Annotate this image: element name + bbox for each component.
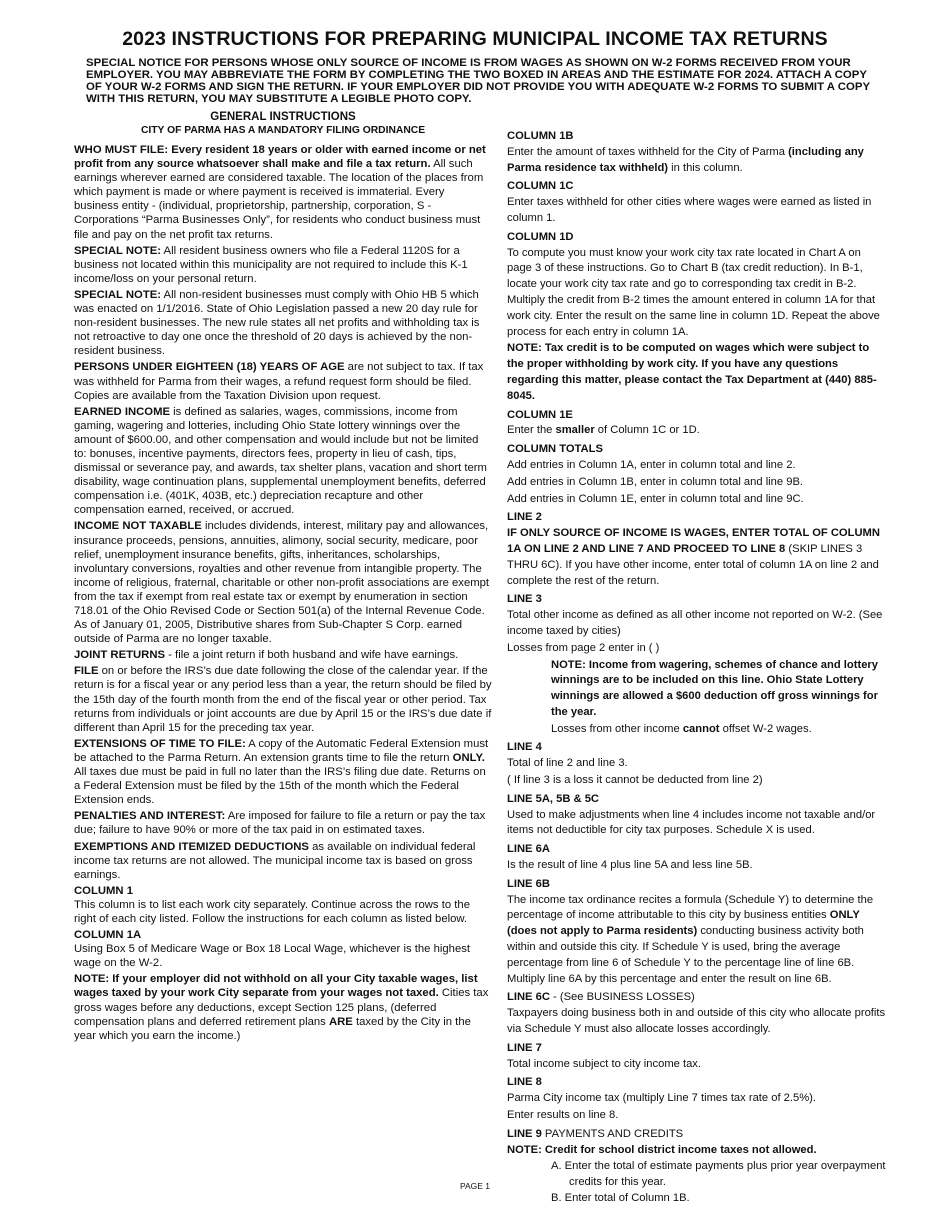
column-1c-text: Enter taxes withheld for other cities where wages were earned as listed in column 1. <box>507 196 872 224</box>
line-5-heading: LINE 5A, 5B & 5C <box>507 792 600 805</box>
who-must-file: WHO MUST FILE: Every resident 18 years or older with earned income or net profit from any source whatsoever shall make and file a tax return. All such earnings wherever earned are considered taxable. The location of the places from which payment is made or where payment is received is immaterial. Every business entity - (individual, proprietorship, partnership, corporation, S - Corporations “Parma Businesses Only”, for residents who conduct business must file and pay on the net profit tax returns. <box>74 144 486 241</box>
line-2-text: IF ONLY SOURCE OF INCOME IS WAGES, ENTER TOTAL OF COLUMN 1A ON LINE 2 AND LINE 7 AND PROCEED TO LINE 8 (SKIP LINES 3 THRU 6C). If you have other income, enter total of column 1A on line 2 and complete the rest of the return. <box>507 527 880 587</box>
file-due-date: FILE on or before the IRS’s due date following the close of the calendar year. If the return is for a fiscal year or any period less than a year, the return should be filed by the 15th day of the fourth month from the end of the fiscal year or other period. Tax returns from individuals or joint accounts are due by April 15 or the IRS’s due date if different than April 15 for the preceding tax year. <box>74 665 492 734</box>
line-4-note: ( If line 3 is a loss it cannot be deducted from line 2) <box>507 774 763 787</box>
line-9-heading: LINE 9 PAYMENTS AND CREDITS <box>507 1127 684 1140</box>
mandatory-filing-heading: CITY OF PARMA HAS A MANDATORY FILING ORDINANCE <box>140 125 426 136</box>
column-1e-text: Enter the smaller of Column 1C or 1D. <box>507 424 700 437</box>
persons-under-18: PERSONS UNDER EIGHTEEN (18) YEARS OF AGE are not subject to tax. If tax was withheld for Parma from their wages, a refund request form should be filed. Copies are available from the Taxation Division upon request. <box>74 361 484 402</box>
column-1c-heading: COLUMN 1C <box>507 180 574 193</box>
general-instructions-heading: GENERAL INSTRUCTIONS <box>210 111 356 123</box>
line-6b-heading: LINE 6B <box>507 877 550 890</box>
left-column <box>74 111 492 1045</box>
column-1e-heading: COLUMN 1E <box>507 408 573 421</box>
column-totals-2: Add entries in Column 1B, enter in column total and line 9B. <box>507 475 804 488</box>
column-totals-heading: COLUMN TOTALS <box>507 443 603 456</box>
line-5-text: Used to make adjustments when line 4 includes income not taxable and/or items not deductible for city tax purposes. Schedule X is used. <box>507 808 876 837</box>
line-9-note: NOTE: Credit for school district income taxes not allowed. <box>507 1143 817 1156</box>
line-8-text: Parma City income tax (multiply Line 7 times tax rate of 2.5%). <box>507 1092 817 1105</box>
line-6c-text: Taxpayers doing business both in and outside of this city who allocate profits via Schedule Y must also allocate losses accordingly. <box>507 1007 886 1036</box>
penalties-interest: PENALTIES AND INTEREST: Are imposed for failure to file a return or pay the tax due; failure to have 90% or more of the tax paid in on estimated taxes. <box>74 810 486 837</box>
line-8-enter: Enter results on line 8. <box>507 1109 619 1122</box>
column-1d-note: NOTE: Tax credit is to be computed on wages which were subject to the proper withholding by work city. If you have any questions regarding this matter, please contact the Tax Department at (440) 885-8045. <box>507 342 877 402</box>
column-1-heading: COLUMN 1 <box>74 884 133 897</box>
special-notice: SPECIAL NOTICE FOR PERSONS WHOSE ONLY SOURCE OF INCOME IS FROM WAGES AS SHOWN ON W-2 FORMS RECEIVED FROM YOUR EMPLOYER. YOU MAY ABBREVIATE THE FORM BY COMPLETING THE TWO BOXED IN AREAS AND THE ESTIMATE FOR 2024. ATTACH A COPY OF YOUR W-2 FORMS AND SIGN THE RETURN. IF YOUR EMPLOYER DID NOT PROVIDE YOU WITH ADEQUATE W-2 FORMS TO SUBMIT A COPY WITH THIS RETURN, YOU MAY SUBSTITUTE A LEGIBLE PHOTO COPY. <box>86 57 870 105</box>
line-7-text: Total income subject to city income tax. <box>507 1057 701 1070</box>
line-6b-text: The income tax ordinance recites a formula (Schedule Y) to determine the percentage of income attributable to this city by business entities ONLY (does not apply to Parma residents) conducting business activity both within and outside this city. If Schedule Y is used, bring the average percentage from line 6 of Schedule Y to the percentage line of line 6B. Multiply line 6A by this percentage and enter the result on line 6B. <box>507 893 874 985</box>
column-totals-3: Add entries in Column 1E, enter in column total and line 9C. <box>507 492 804 505</box>
line-3-loss-offset: Losses from other income cannot offset W-2 wages. <box>551 722 812 735</box>
line-7-heading: LINE 7 <box>507 1041 542 1054</box>
column-1d-heading: COLUMN 1D <box>507 230 574 243</box>
line-2-heading: LINE 2 <box>507 511 542 524</box>
column-1-text: This column is to list each work city separately. Continue across the rows to the right of each city listed. Follow the instructions for each column as listed below. <box>74 898 470 925</box>
extensions: EXTENSIONS OF TIME TO FILE: A copy of the Automatic Federal Extension must be attached to the Parma Return. An extension grants time to file the return ONLY. All taxes due must be paid in full no later than the IRS’s filing due date. Returns on a Federal Extension must be filed by the 15th of the month which the Federal Extension ends. <box>74 737 489 807</box>
earned-income: EARNED INCOME is defined as salaries, wages, commissions, income from gaming, wagering and lotteries, including Ohio State lottery winnings over the amount of $600.00, and other compensation and would include but not be limited to: bonuses, incentive payments, directors fees, property in lieu of cash, tips, dismissal or severance pay, and awards, tax shelter plans, vacation and short term disability, wage continuation plans, supplemental unemployment benefits, deferred compensation i.e. (401K, 403B, etc.) depreciation recapture and other compensation earned, received, or accrued. <box>74 405 487 517</box>
column-1a-heading: COLUMN 1A <box>74 929 142 942</box>
line-6a-heading: LINE 6A <box>507 843 550 856</box>
line-9-item-a: A. Enter the total of estimate payments plus prior year overpayment credits for this year. <box>551 1160 886 1189</box>
column-1a-note: NOTE: If your employer did not withhold on all your City taxable wages, list wages taxed by your work City separate from your wages not taxed. Cities tax gross wages before any deductions, except Section 125 plans, (deferred compensation plans and deferred retirement plans ARE taxed by the City in the year which you earn the income.) <box>74 973 489 1042</box>
right-column <box>507 126 888 1207</box>
column-1d-text: To compute you must know your work city tax rate located in Chart A on page 3 of these instructions. Go to Chart B (tax credit reduction). In B-1, locate your work city tax rate and go to corresponding tax credit in B-2. Multiply the credit from B-2 times the amount entered in column 1A for that work city. Enter the result on the same line in column 1D. Repeat the above process for each entry in column 1A. <box>507 246 880 338</box>
column-1a-text: Using Box 5 of Medicare Wage or Box 18 Local Wage, whichever is the highest wage on the W-2. <box>74 943 471 970</box>
column-1b-text: Enter the amount of taxes withheld for the City of Parma (including any Parma residence tax withheld) in this column. <box>507 145 864 174</box>
column-1b-heading: COLUMN 1B <box>507 130 574 142</box>
line-8-heading: LINE 8 <box>507 1076 542 1089</box>
exemptions-deductions: EXEMPTIONS AND ITEMIZED DEDUCTIONS as available on individual federal income tax returns are not allowed. The municipal income tax is based on gross earnings. <box>74 840 476 881</box>
page-title: 2023 INSTRUCTIONS FOR PREPARING MUNICIPAL INCOME TAX RETURNS <box>122 28 828 50</box>
line-3-losses: Losses from page 2 enter in ( ) <box>507 641 660 654</box>
line-3-heading: LINE 3 <box>507 593 542 606</box>
income-not-taxable: INCOME NOT TAXABLE includes dividends, interest, military pay and allowances, insurance proceeds, pensions, annuities, alimony, social security, medicare, poor relief, unemployment insurance benefits, gifts, inheritances, scholarships, involuntary conversions, royalties and other revenue from intangible property. The income of religious, fraternal, charitable or other non-profit associations are exempt from the tax if exempt from real estate tax or exempt by enumeration in section 718.01 of the Ohio Revised Code or Section 501(a) of the Internal Revenue Code. As of January 01, 2005, Distributive shares from Sub-Chapter S Corp. earned outside of Parma are no longer taxable. <box>74 520 490 646</box>
line-3-note: NOTE: Income from wagering, schemes of chance and lottery winnings are to be included on this line. Ohio State Lottery winnings are allowed a $600 deduction off gross winnings for the year. <box>551 658 878 718</box>
line-9-item-b: B. Enter total of Column 1B. <box>551 1192 690 1204</box>
line-6c-heading: LINE 6C - (See BUSINESS LOSSES) <box>507 991 695 1004</box>
special-note-2: SPECIAL NOTE: All non-resident businesses must comply with Ohio HB 5 which was enacted on 1/1/2016. State of Ohio Legislation passed a new 20 day rule for non-resident businesses. The new rule states all net profits and withholding tax is not retroactive to day one once the threshold of 20 days is achieved by the non-resident business. <box>74 288 480 358</box>
column-totals-1: Add entries in Column 1A, enter in column total and line 2. <box>507 458 796 471</box>
line-6a-text: Is the result of line 4 plus line 5A and less line 5B. <box>507 859 753 872</box>
line-3-text: Total other income as defined as all other income not reported on W-2. (See income taxed by cities) <box>507 609 883 637</box>
page-number: PAGE 1 <box>459 1181 491 1191</box>
line-4-text: Total of line 2 and line 3. <box>507 757 628 770</box>
line-4-heading: LINE 4 <box>507 741 542 754</box>
special-note-1: SPECIAL NOTE: All resident business owners who file a Federal 1120S for a business not located within this municipality are not required to include this K-1 income/loss on your personal return. <box>74 244 468 285</box>
joint-returns: JOINT RETURNS - file a joint return if both husband and wife have earnings. <box>74 649 459 662</box>
